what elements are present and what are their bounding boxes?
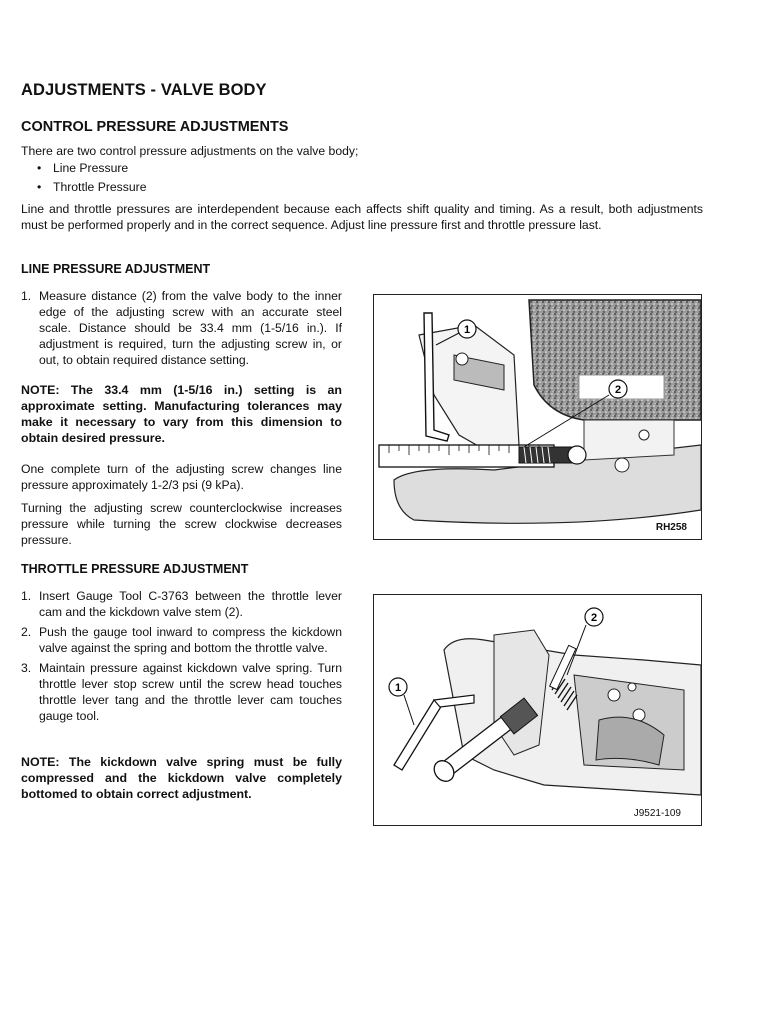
figure-code: J9521-109 <box>633 808 681 819</box>
line-pressure-heading: LINE PRESSURE ADJUSTMENT <box>21 262 211 276</box>
section-title: CONTROL PRESSURE ADJUSTMENTS <box>21 119 289 135</box>
figure-code: RH258 <box>655 522 687 533</box>
step-item <box>21 624 342 656</box>
list-item: • Line Pressure <box>21 159 703 178</box>
callout-1-label: 1 <box>394 682 402 694</box>
throttle-pressure-figure <box>373 594 702 826</box>
line-pressure-figure <box>373 294 702 540</box>
intro-text: There are two control pressure adjustments on the valve body; <box>21 144 359 158</box>
page-title: ADJUSTMENTS - VALVE BODY <box>21 81 267 99</box>
intro-paragraph: Line and throttle pressures are interdependent because each affects shift quality and timing. As a result, both adjustments must be performed properly and in the correct sequence. Adjust line pressure first and throttle pressure last. <box>21 202 703 232</box>
adjustment-list <box>21 159 703 197</box>
step-text: Push the gauge tool inward to compress the kickdown valve against the spring and bottom the throttle valve. <box>39 625 342 655</box>
step-number: 2. <box>21 625 32 639</box>
step-item <box>21 288 342 368</box>
step-number: 1. <box>21 289 32 303</box>
throttle-pressure-note: NOTE: The kickdown valve spring must be fully compressed and the kickdown valve completely bottomed to obtain correct adjustment. <box>21 755 342 801</box>
line-pressure-para-1: One complete turn of the adjusting screw changes line pressure approximately 1-2/3 psi (9 kPa). <box>21 462 342 492</box>
line-pressure-steps <box>21 288 342 368</box>
step-number: 3. <box>21 661 32 675</box>
throttle-pressure-heading: THROTTLE PRESSURE ADJUSTMENT <box>21 562 249 576</box>
line-pressure-para-2: Turning the adjusting screw counterclockwise increases pressure while turning the screw clockwise decreases pressure. <box>21 501 342 547</box>
valve-body-illustration <box>374 295 701 539</box>
throttle-pressure-steps <box>21 588 342 724</box>
step-text: Measure distance (2) from the valve body to the inner edge of the adjusting screw with an accurate steel scale. Distance should be 33.4 mm (1-5/16 in.). If adjustment is required, turn the adjusting screw in, or out, to obtain required distance setting. <box>39 289 342 367</box>
step-item <box>21 660 342 724</box>
line-pressure-note: NOTE: The 33.4 mm (1-5/16 in.) setting is an approximate setting. Manufacturing tolerances may make it necessary to vary from this dimension to obtain desired pressure. <box>21 383 342 445</box>
callout-2-label: 2 <box>614 384 622 396</box>
step-number: 1. <box>21 589 32 603</box>
step-text: Insert Gauge Tool C-3763 between the throttle lever cam and the kickdown valve stem (2). <box>39 589 342 619</box>
callout-2-label: 2 <box>590 612 598 624</box>
step-item <box>21 588 342 620</box>
callout-1-label: 1 <box>463 324 471 336</box>
list-item: • Throttle Pressure <box>21 178 703 197</box>
step-text: Maintain pressure against kickdown valve spring. Turn throttle lever stop screw until the screw head touches throttle lever tang and the throttle lever cam touches gauge tool. <box>39 661 342 723</box>
throttle-gauge-illustration <box>374 595 701 825</box>
